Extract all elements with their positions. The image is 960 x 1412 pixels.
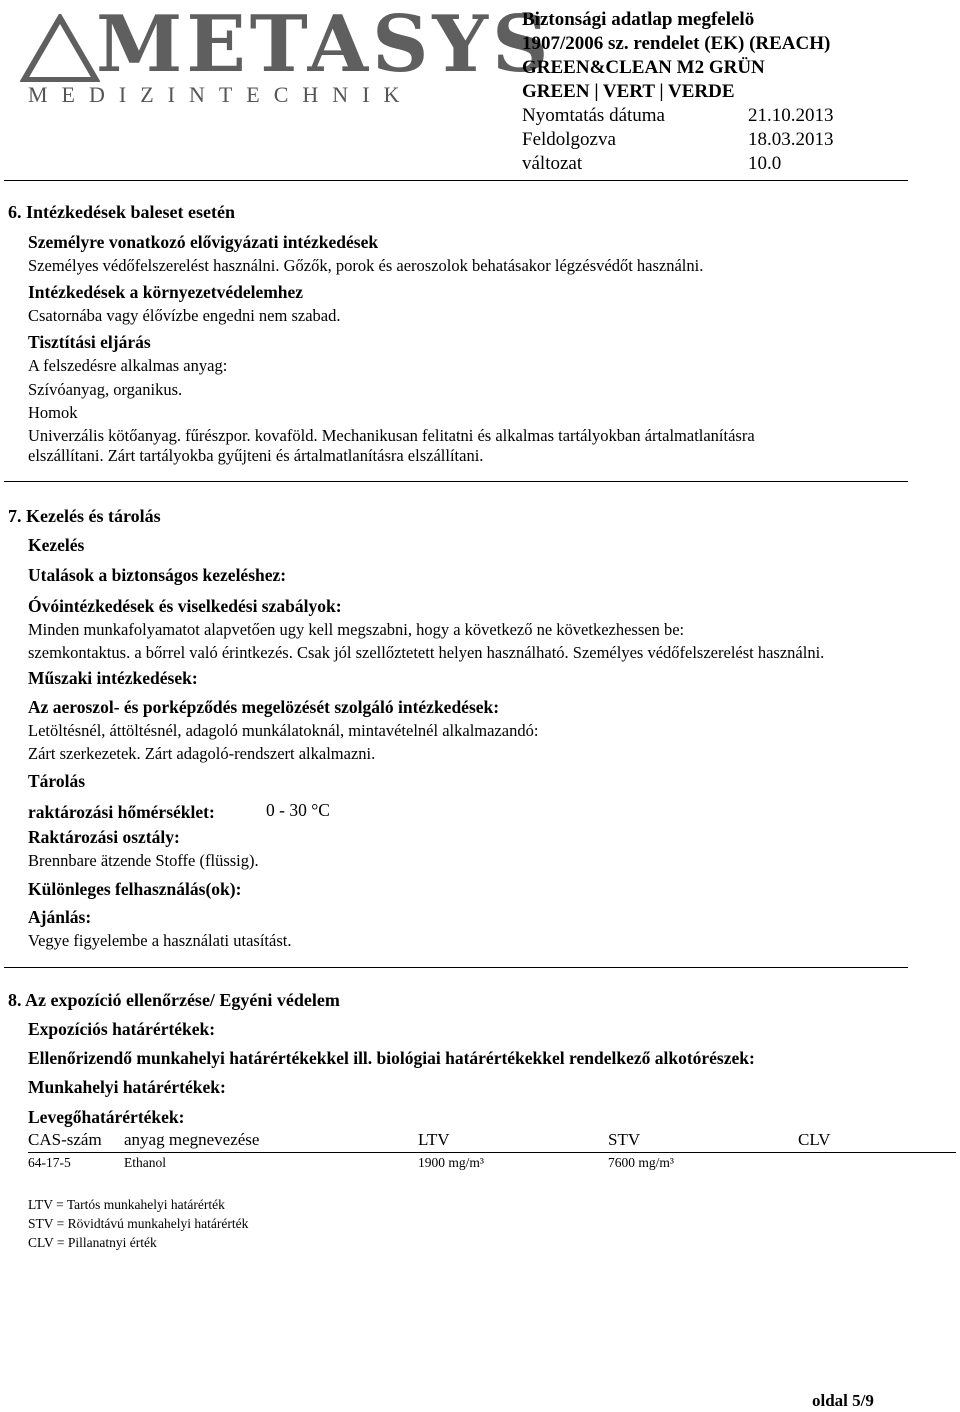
legend-stv: STV = Rövidtávú munkahelyi határérték [28, 1216, 249, 1231]
environmental-heading: Intézkedések a környezetvédelemhez [28, 282, 304, 302]
cell-substance: Ethanol [124, 1155, 166, 1170]
section-7-divider [4, 967, 908, 968]
section-7-title: 7. Kezelés és tárolás [8, 506, 161, 526]
safe-handling-heading: Utalások a biztonságos kezeléshez: [28, 565, 287, 585]
legend-clv: CLV = Pillanatnyi érték [28, 1235, 157, 1250]
storage-class-heading: Raktározási osztály: [28, 827, 180, 847]
section-6-divider [4, 481, 908, 482]
cleanup-text-1: A felszedésre alkalmas anyag: [28, 356, 228, 375]
product-name-2: GREEN | VERT | VERDE [522, 81, 735, 102]
legend-ltv: LTV = Tartós munkahelyi határérték [28, 1197, 225, 1212]
cell-stv: 7600 mg/m³ [608, 1155, 674, 1170]
controlled-components-heading: Ellenőrizendő munkahelyi határértékekkel ill. biológiai határértékekkel rendelkező alkotórészek: [28, 1048, 755, 1068]
workplace-limits-heading: Munkahelyi határértékek: [28, 1077, 226, 1097]
handling-heading: Kezelés [28, 535, 85, 555]
version-label: változat [522, 153, 583, 174]
header-title-2: 1907/2006 sz. rendelet (EK) (REACH) [522, 33, 831, 54]
print-date-value: 21.10.2013 [748, 105, 834, 126]
air-limits-heading: Levegőhatárértékek: [28, 1107, 185, 1127]
header-title-1: Biztonsági adatlap megfelelö [522, 9, 755, 30]
print-date-label: Nyomtatás dátuma [522, 105, 665, 126]
processed-label: Feldolgozva [522, 129, 616, 150]
recommendation-text: Vegye figyelembe a használati utasítást. [28, 931, 292, 950]
col-header-clv: CLV [798, 1130, 831, 1149]
col-header-cas: CAS-szám [28, 1130, 102, 1149]
page-number: oldal 5/9 [812, 1391, 874, 1410]
logo-subtitle: MEDIZINTECHNIK [28, 82, 414, 107]
cleanup-text-3: Homok [28, 403, 78, 422]
aerosol-text-2: Zárt szerkezetek. Zárt adagoló-rendszert alkalmazni. [28, 744, 376, 763]
cleanup-text-5: elszállítani. Zárt tartályokba gyűjteni és ártalmatlanításra elszállítani. [28, 446, 484, 465]
technical-measures-heading: Műszaki intézkedések: [28, 668, 198, 688]
personal-precautions-heading: Személyre vonatkozó elővigyázati intézkedések [28, 232, 379, 252]
col-header-substance: anyag megnevezése [124, 1130, 260, 1149]
cleanup-text-2: Szívóanyag, organikus. [28, 380, 183, 399]
processed-value: 18.03.2013 [748, 129, 834, 150]
header-divider [4, 180, 908, 181]
storage-heading: Tárolás [28, 771, 86, 791]
cell-cas: 64-17-5 [28, 1155, 71, 1170]
table-header-divider [28, 1152, 956, 1153]
version-value: 10.0 [748, 153, 782, 174]
logo-text: METASYS [96, 0, 553, 90]
aerosol-text-1: Letöltésnél, áttöltésnél, adagoló munkálatoknál, mintavételnél alkalmazandó: [28, 721, 539, 740]
cleanup-text-4: Univerzális kötőanyag. fűrészpor. kovaföld. Mechanikusan felitatni és alkalmas tartályokban ártalmatlanításra [28, 426, 755, 445]
col-header-stv: STV [608, 1130, 641, 1149]
precaution-rules-text-2: szemkontaktus. a bőrrel való érintkezés. Csak jól szellőztetett helyen használható. Személyes védőfelszerelést használni. [28, 643, 825, 662]
specific-use-heading: Különleges felhasználás(ok): [28, 879, 242, 899]
storage-class-text: Brennbare ätzende Stoffe (flüssig). [28, 851, 259, 870]
cleanup-heading: Tisztítási eljárás [28, 332, 151, 352]
precaution-rules-heading: Óvóintézkedések és viselkedési szabályok: [28, 596, 342, 616]
exposure-limits-heading: Expozíciós határértékek: [28, 1019, 216, 1039]
aerosol-heading: Az aeroszol- és porképződés megelözését szolgáló intézkedések: [28, 697, 500, 717]
logo-mark-icon [20, 14, 100, 82]
recommendation-heading: Ajánlás: [28, 907, 92, 927]
section-8-title: 8. Az expozíció ellenőrzése/ Egyéni védelem [8, 990, 340, 1010]
section-6-title: 6. Intézkedések baleset esetén [8, 202, 235, 222]
product-name-1: GREEN&CLEAN M2 GRÜN [522, 57, 765, 78]
environmental-text: Csatornába vagy élővízbe engedni nem szabad. [28, 306, 341, 325]
personal-precautions-text: Személyes védőfelszerelést használni. Gőzők, porok és aeroszolok behatásakor légzésvédőt használni. [28, 256, 704, 275]
cell-ltv: 1900 mg/m³ [418, 1155, 484, 1170]
col-header-ltv: LTV [418, 1130, 450, 1149]
precaution-rules-text-1: Minden munkafolyamatot alapvetően ugy kell megszabni, hogy a következő ne következhessen be: [28, 620, 685, 639]
storage-temp-heading: raktározási hőmérséklet: [28, 802, 215, 822]
storage-temp-value: 0 - 30 °C [266, 800, 330, 820]
